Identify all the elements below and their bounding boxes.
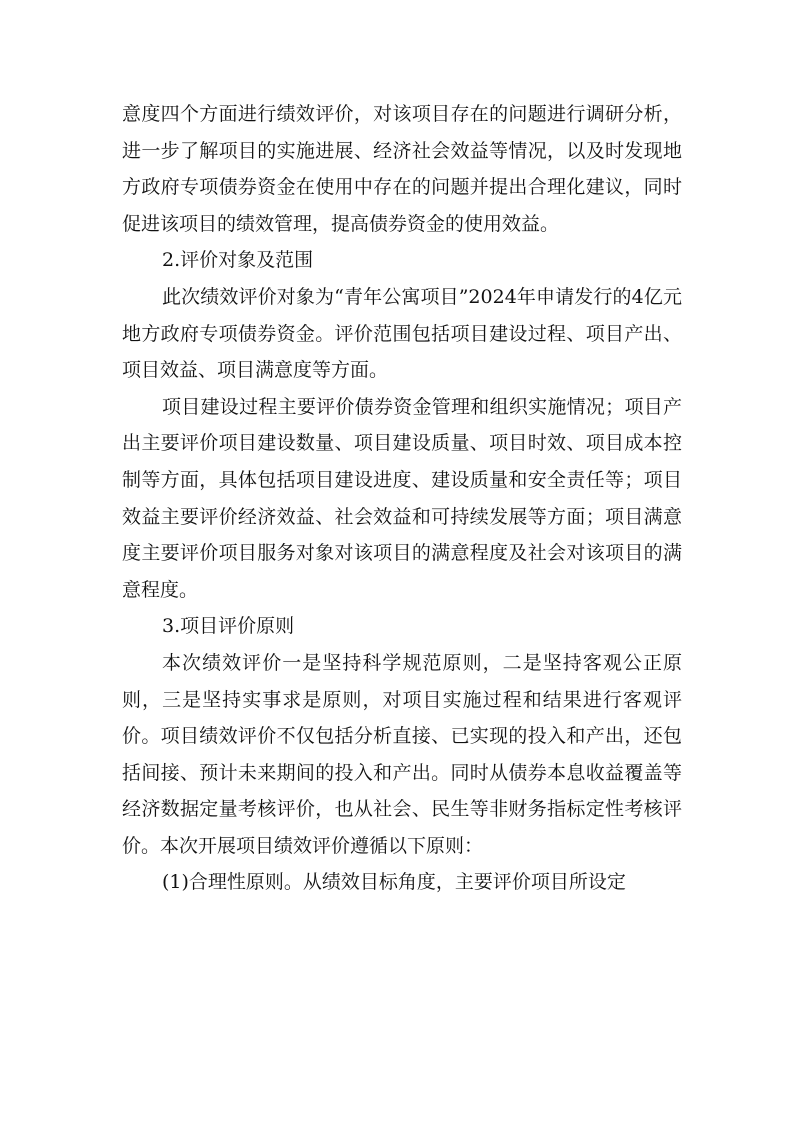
paragraph-rationality-principle: (1)合理性原则。从绩效目标角度，主要评价项目所设定 [162,871,626,894]
paragraph-evaluation-object: 此次绩效评价对象为“青年公寓项目”2024年申请发行的4亿元地方政府专项债券资金。评价范围包括项目建设过程、项目产出、项目效益、项目满意度等方面。 [122,285,682,382]
heading-evaluation-object-scope: 2.评价对象及范围 [162,249,314,272]
document-body [122,96,682,901]
paragraph-principles: 本次绩效评价一是坚持科学规范原则，二是坚持客观公正原则，三是坚持实事求是原则，对项目实施过程和结果进行客观评价。项目绩效评价不仅包括分析直接、已实现的投入和产出，还包括间接、预计未来期间的投入和产出。同时从债券本息收益覆盖等经济数据定量考核评价，也从社会、民生等非财务指标定性考核评价。本次开展项目绩效评价遵循以下原则： [122,651,682,857]
paragraph-intro-continued: 意度四个方面进行绩效评价，对该项目存在的问题进行调研分析，进一步了解项目的实施进展、经济社会效益等情况，以及时发现地方政府专项债券资金在使用中存在的问题并提出合理化建议，同时促进该项目的绩效管理，提高债券资金的使用效益。 [122,103,682,235]
heading-evaluation-principles: 3.项目评价原则 [162,615,295,638]
paragraph-evaluation-content: 项目建设过程主要评价债券资金管理和组织实施情况；项目产出主要评价项目建设数量、项目建设质量、项目时效、项目成本控制等方面，具体包括项目建设进度、建设质量和安全责任等；项目效益主要评价经济效益、社会效益和可持续发展等方面；项目满意度主要评价项目服务对象对该项目的满意程度及社会对该项目的满意程度。 [122,395,682,601]
